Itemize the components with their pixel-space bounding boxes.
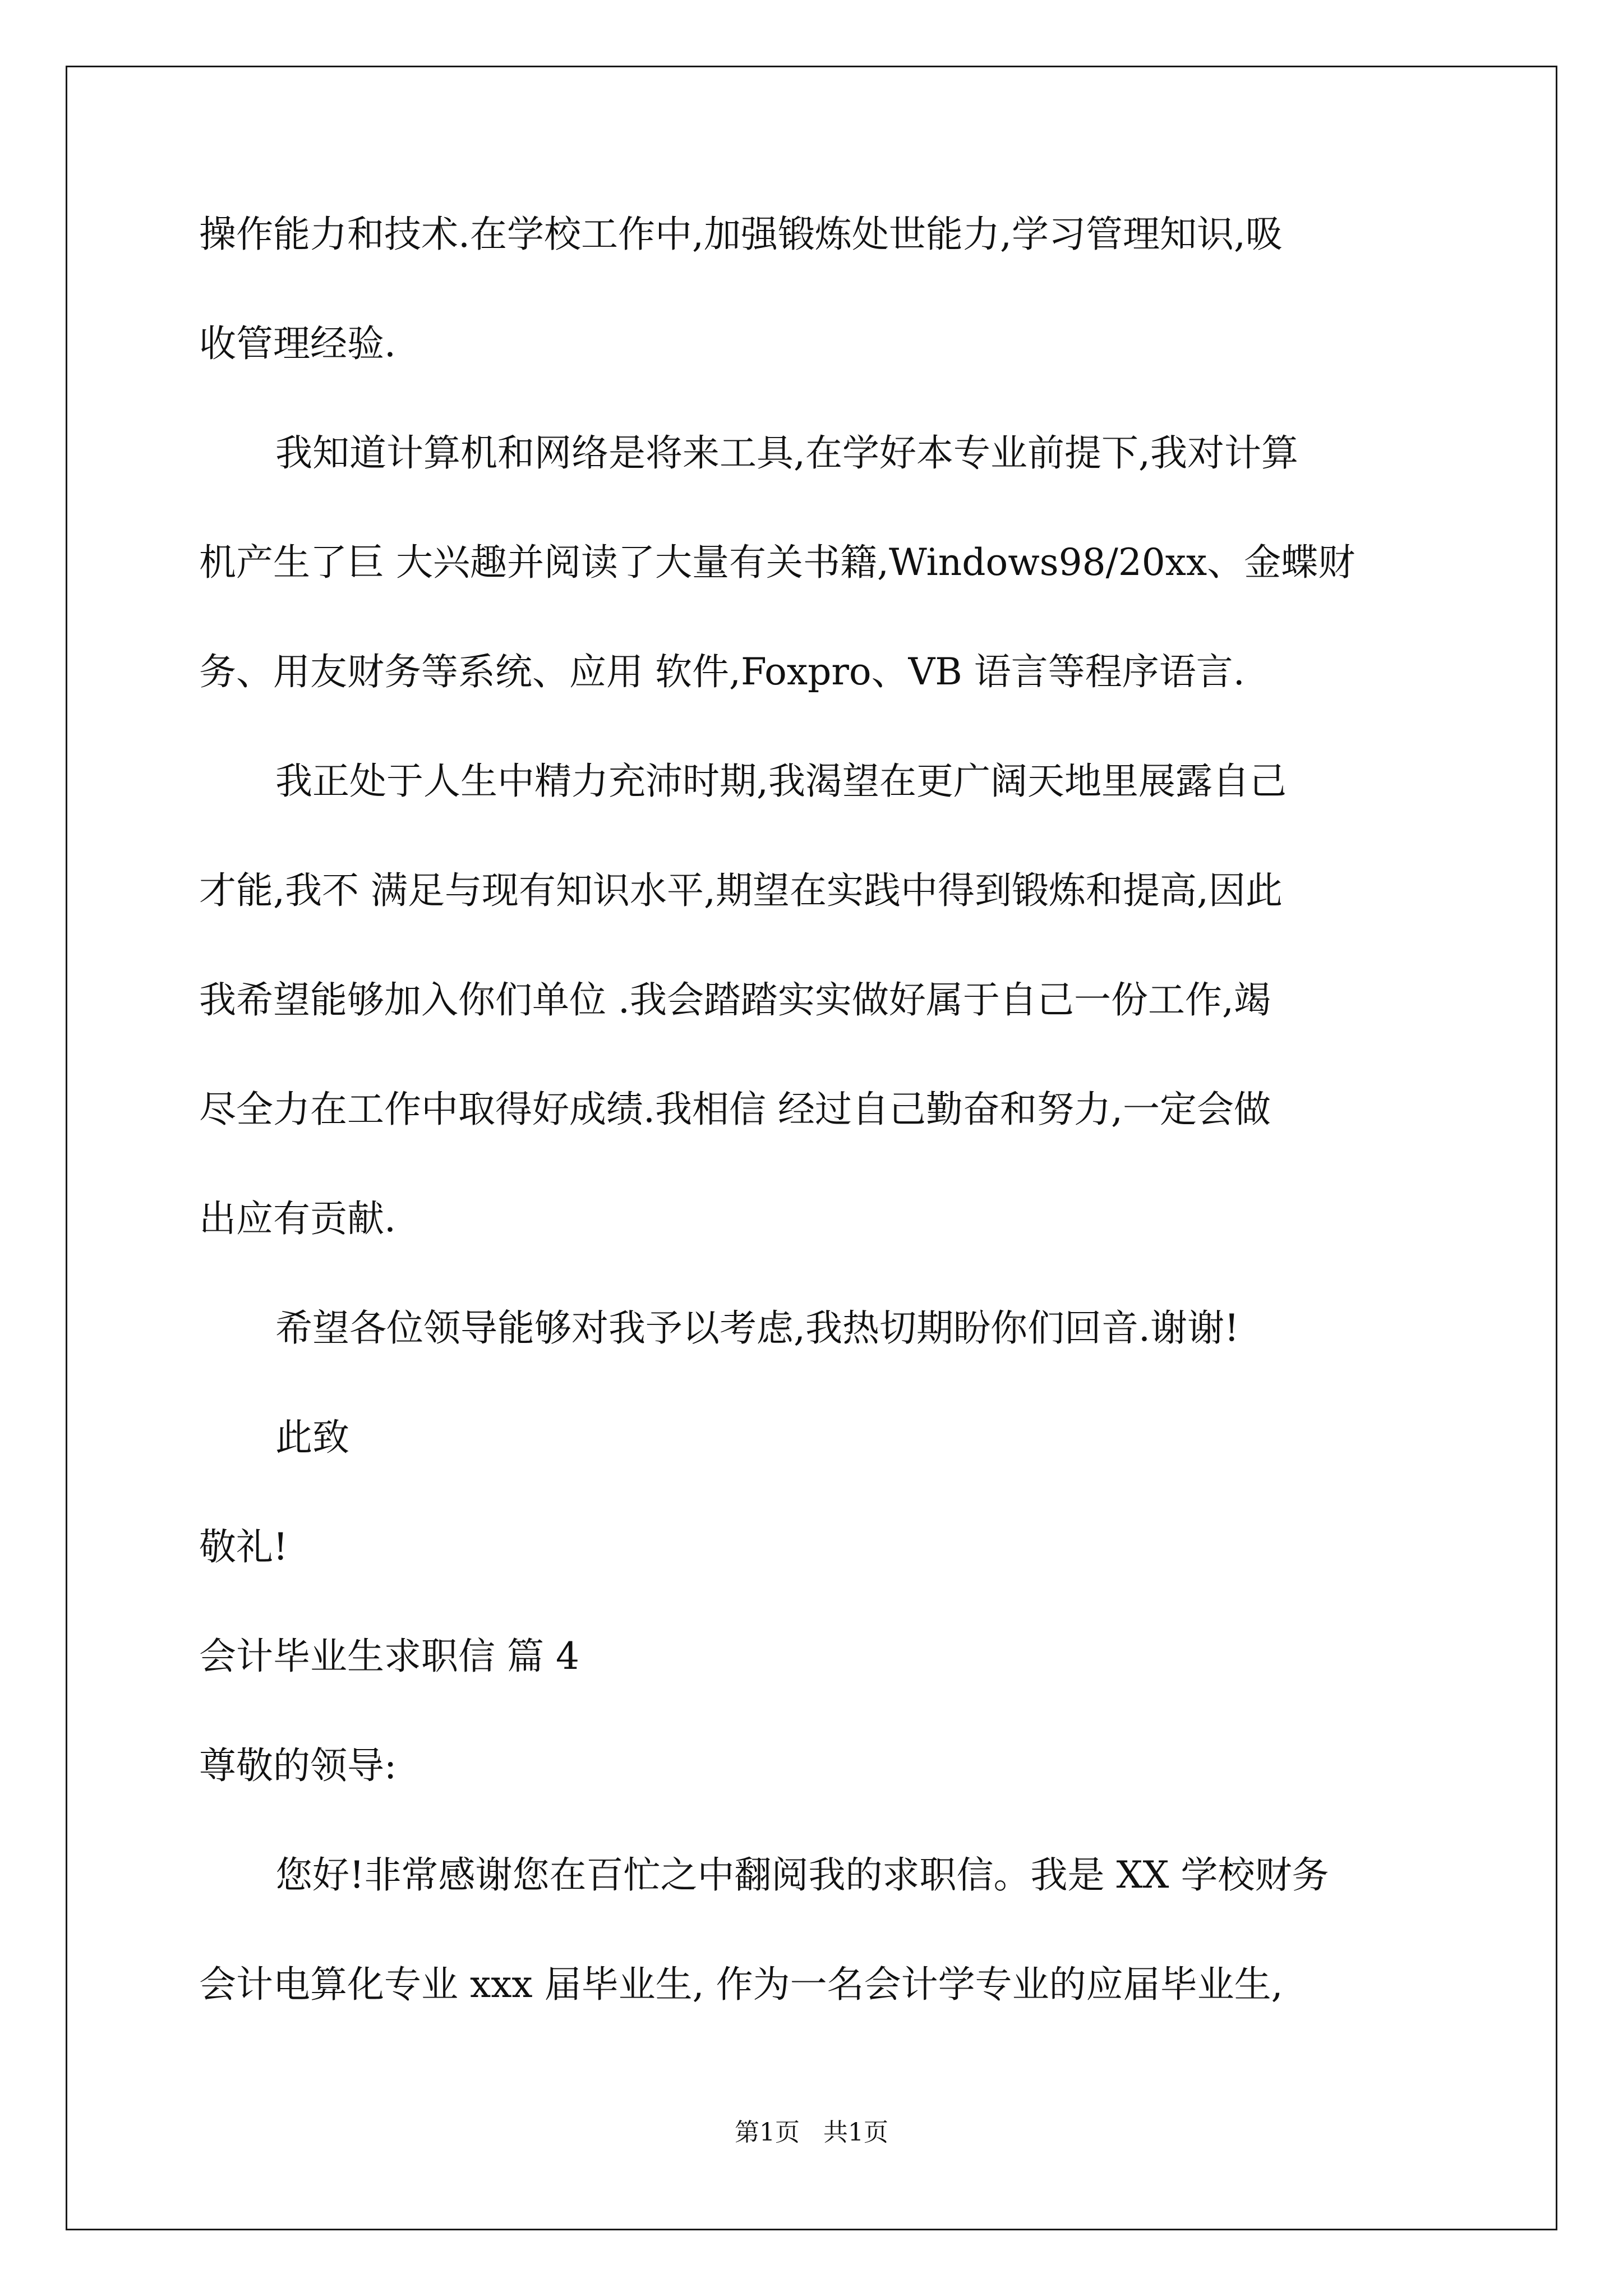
text-line: 出应有贡献. <box>199 1197 396 1240</box>
text-line: 会计电算化专业 xxx 届毕业生, 作为一名会计学专业的应届毕业生, <box>199 1963 1283 2006</box>
page-footer <box>0 2116 1623 2150</box>
text-line: 务、用友财务等系统、应用 软件,Foxpro、VB 语言等程序语言. <box>199 650 1245 693</box>
paragraph-start-line: 我知道计算机和网络是将来工具,在学好本专业前提下,我对计算 <box>275 431 1298 475</box>
text-line: 我希望能够加入你们单位 .我会踏踏实实做好属于自己一份工作,竭 <box>199 978 1271 1022</box>
closing-salutation: 此致 <box>275 1416 349 1459</box>
page-number: 第1页 <box>735 2118 800 2147</box>
paragraph-start-line: 您好!非常感谢您在百忙之中翻阅我的求职信。我是 XX 学校财务 <box>275 1853 1329 1897</box>
paragraph-start-line: 希望各位领导能够对我予以考虑,我热切期盼你们回音.谢谢! <box>275 1306 1239 1350</box>
page-total: 共1页 <box>823 2118 888 2147</box>
closing-regards: 敬礼! <box>199 1525 288 1568</box>
section-heading: 会计毕业生求职信 篇 4 <box>199 1635 579 1678</box>
text-line: 操作能力和技术.在学校工作中,加强锻炼处世能力,学习管理知识,吸 <box>199 213 1283 256</box>
paragraph-start-line: 我正处于人生中精力充沛时期,我渴望在更广阔天地里展露自己 <box>275 760 1287 803</box>
page-border <box>66 66 1557 2230</box>
text-line: 尽全力在工作中取得好成绩.我相信 经过自己勤奋和努力,一定会做 <box>199 1088 1271 1131</box>
text-line: 收管理经验. <box>199 322 396 365</box>
letter-greeting: 尊敬的领导: <box>199 1744 397 1787</box>
text-line: 机产生了巨 大兴趣并阅读了大量有关书籍,Windows98/20xx、金蝶财 <box>199 541 1355 584</box>
text-line: 才能,我不 满足与现有知识水平,期望在实践中得到锻炼和提高,因此 <box>199 869 1283 912</box>
